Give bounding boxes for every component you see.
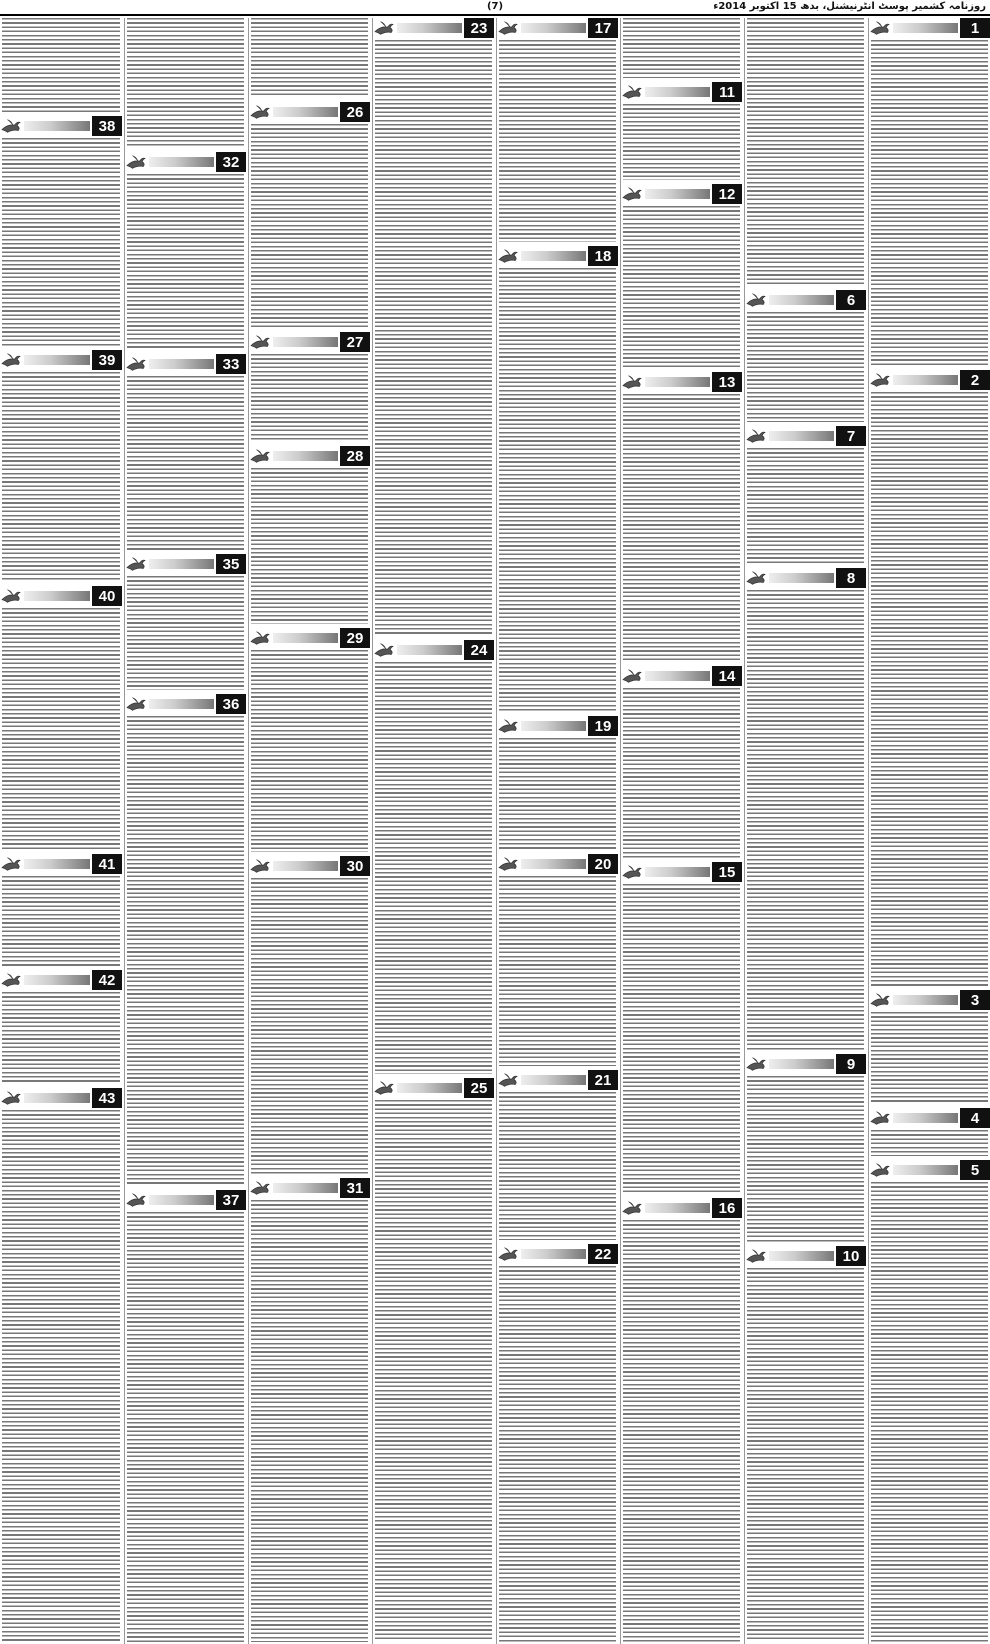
header-rule: [521, 721, 586, 731]
article-text: [747, 312, 864, 422]
article-number: 39: [92, 350, 122, 370]
dove-icon: [869, 990, 891, 1010]
article-16: [621, 1198, 742, 1644]
article-29: [249, 628, 370, 854]
article-text: [871, 1130, 988, 1156]
article-continued: [249, 18, 370, 100]
masthead: [0, 0, 990, 16]
article-42: [0, 970, 122, 1086]
article-header: [621, 184, 742, 204]
header-rule: [769, 295, 834, 305]
article-header: [869, 370, 990, 390]
article-header: [373, 18, 494, 38]
article-header: [497, 716, 618, 736]
article-text: [2, 1110, 120, 1642]
article-header: [125, 1190, 246, 1210]
article-text: [499, 738, 616, 850]
article-4: [869, 1108, 990, 1158]
article-number: 29: [340, 628, 370, 648]
article-number: 2: [960, 370, 990, 390]
article-22: [497, 1244, 618, 1644]
article-header: [621, 82, 742, 102]
header-rule: [149, 559, 214, 569]
article-number: 28: [340, 446, 370, 466]
article-number: 33: [216, 354, 246, 374]
article-number: 40: [92, 586, 122, 606]
article-header: [249, 1178, 370, 1198]
article-header: [869, 1160, 990, 1180]
article-31: [249, 1178, 370, 1644]
column-7: [124, 18, 246, 1644]
article-header: [497, 246, 618, 266]
article-number: 25: [464, 1078, 494, 1098]
article-header: [125, 554, 246, 574]
article-header: [745, 568, 866, 588]
dove-icon: [621, 82, 643, 102]
article-20: [497, 854, 618, 1068]
article-header: [125, 354, 246, 374]
article-continued: [125, 18, 246, 150]
article-text: [623, 394, 740, 662]
article-9: [745, 1054, 866, 1244]
article-14: [621, 666, 742, 860]
article-13: [621, 372, 742, 664]
article-text: [375, 662, 492, 1074]
article-19: [497, 716, 618, 852]
article-text: [375, 1100, 492, 1642]
article-text: [251, 354, 368, 442]
header-rule: [521, 23, 586, 33]
article-text: [623, 104, 740, 180]
article-24: [373, 640, 494, 1076]
header-rule: [24, 975, 90, 985]
column-8: [0, 18, 122, 1644]
article-text: [2, 18, 120, 112]
article-12: [621, 184, 742, 370]
header-rule: [521, 859, 586, 869]
article-number: 37: [216, 1190, 246, 1210]
dove-icon: [497, 1244, 519, 1264]
article-number: 5: [960, 1160, 990, 1180]
dove-icon: [249, 102, 271, 122]
article-40: [0, 586, 122, 852]
header-rule: [273, 107, 338, 117]
article-header: [249, 856, 370, 876]
article-number: 1: [960, 18, 990, 38]
column-4: [496, 18, 618, 1644]
article-header: [249, 102, 370, 122]
article-header: [0, 854, 122, 874]
article-header: [745, 290, 866, 310]
column-1: [868, 18, 990, 1644]
article-header: [497, 18, 618, 38]
header-rule: [397, 645, 462, 655]
dove-icon: [497, 716, 519, 736]
header-rule: [893, 375, 958, 385]
article-number: 18: [588, 246, 618, 266]
article-number: 32: [216, 152, 246, 172]
article-number: 30: [340, 856, 370, 876]
header-rule: [645, 867, 710, 877]
article-text: [871, 392, 988, 986]
header-rule: [645, 671, 710, 681]
article-continued: [0, 18, 122, 114]
article-number: 3: [960, 990, 990, 1010]
header-rule: [24, 859, 90, 869]
header-rule: [769, 431, 834, 441]
article-text: [2, 876, 120, 966]
header-rule: [24, 121, 90, 131]
article-28: [249, 446, 370, 626]
header-rule: [397, 23, 462, 33]
article-number: 22: [588, 1244, 618, 1264]
dove-icon: [0, 970, 22, 990]
article-7: [745, 426, 866, 566]
article-header: [869, 990, 990, 1010]
dove-icon: [621, 184, 643, 204]
article-number: 16: [712, 1198, 742, 1218]
header-rule: [521, 251, 586, 261]
header-rule: [893, 995, 958, 1005]
article-header: [249, 446, 370, 466]
article-number: 13: [712, 372, 742, 392]
article-text: [871, 40, 988, 366]
article-text: [127, 18, 244, 148]
header-rule: [893, 1165, 958, 1175]
article-text: [127, 174, 244, 350]
article-header: [0, 586, 122, 606]
dove-icon: [621, 666, 643, 686]
article-37: [125, 1190, 246, 1644]
article-number: 38: [92, 116, 122, 136]
article-23: [373, 18, 494, 638]
article-text: [2, 372, 120, 582]
article-text: [747, 448, 864, 564]
dove-icon: [125, 354, 147, 374]
article-number: 17: [588, 18, 618, 38]
article-number: 31: [340, 1178, 370, 1198]
dove-icon: [621, 862, 643, 882]
dove-icon: [249, 856, 271, 876]
article-header: [0, 350, 122, 370]
dove-icon: [497, 854, 519, 874]
article-2: [869, 370, 990, 988]
article-15: [621, 862, 742, 1196]
article-number: 12: [712, 184, 742, 204]
article-text: [127, 1212, 244, 1642]
dove-icon: [869, 18, 891, 38]
article-number: 15: [712, 862, 742, 882]
article-17: [497, 18, 618, 244]
article-number: 26: [340, 102, 370, 122]
article-text: [251, 1200, 368, 1642]
article-number: 19: [588, 716, 618, 736]
article-header: [0, 1088, 122, 1108]
dove-icon: [745, 426, 767, 446]
article-header: [497, 1244, 618, 1264]
article-text: [127, 716, 244, 1186]
article-text: [127, 576, 244, 690]
article-41: [0, 854, 122, 968]
dove-icon: [745, 568, 767, 588]
header-rule: [149, 359, 214, 369]
article-header: [621, 1198, 742, 1218]
article-number: 11: [712, 82, 742, 102]
article-38: [0, 116, 122, 348]
article-text: [747, 1268, 864, 1642]
article-text: [871, 1182, 988, 1642]
article-number: 4: [960, 1108, 990, 1128]
header-rule: [149, 699, 214, 709]
article-21: [497, 1070, 618, 1242]
dove-icon: [869, 1160, 891, 1180]
article-header: [249, 628, 370, 648]
article-text: [251, 878, 368, 1174]
article-header: [0, 116, 122, 136]
dove-icon: [249, 446, 271, 466]
header-rule: [273, 861, 338, 871]
column-6: [248, 18, 370, 1644]
article-text: [2, 138, 120, 346]
header-rule: [273, 451, 338, 461]
header-rule: [769, 573, 834, 583]
article-text: [623, 1220, 740, 1642]
article-text: [499, 40, 616, 242]
header-rule: [24, 355, 90, 365]
article-number: 10: [836, 1246, 866, 1266]
header-rule: [273, 1183, 338, 1193]
article-8: [745, 568, 866, 1052]
article-25: [373, 1078, 494, 1644]
article-text: [499, 1266, 616, 1642]
dove-icon: [0, 350, 22, 370]
article-number: 20: [588, 854, 618, 874]
news-columns: [0, 18, 990, 1644]
article-number: 36: [216, 694, 246, 714]
column-2: [744, 18, 866, 1644]
article-3: [869, 990, 990, 1106]
article-header: [249, 332, 370, 352]
header-rule: [149, 157, 214, 167]
dove-icon: [249, 1178, 271, 1198]
dove-icon: [0, 586, 22, 606]
article-header: [621, 372, 742, 392]
article-header: [745, 426, 866, 446]
newspaper-title: روزنامہ کشمیر پوسٹ انٹرنیشنل، بدھ 15 اکتوبر 2014ء: [713, 1, 986, 12]
dove-icon: [745, 290, 767, 310]
header-rule: [24, 1093, 90, 1103]
dove-icon: [373, 640, 395, 660]
article-26: [249, 102, 370, 330]
article-number: 8: [836, 568, 866, 588]
article-header: [373, 1078, 494, 1098]
article-text: [2, 992, 120, 1084]
article-header: [0, 970, 122, 990]
dove-icon: [373, 18, 395, 38]
dove-icon: [125, 554, 147, 574]
article-5: [869, 1160, 990, 1644]
article-30: [249, 856, 370, 1176]
dove-icon: [497, 246, 519, 266]
article-11: [621, 82, 742, 182]
article-number: 21: [588, 1070, 618, 1090]
article-text: [251, 18, 368, 98]
article-text: [747, 1076, 864, 1242]
article-number: 24: [464, 640, 494, 660]
header-rule: [24, 591, 90, 601]
header-rule: [769, 1251, 834, 1261]
dove-icon: [0, 1088, 22, 1108]
article-1: [869, 18, 990, 368]
article-33: [125, 354, 246, 552]
dove-icon: [745, 1246, 767, 1266]
article-header: [125, 694, 246, 714]
article-header: [869, 1108, 990, 1128]
article-number: 7: [836, 426, 866, 446]
article-header: [869, 18, 990, 38]
article-header: [373, 640, 494, 660]
dove-icon: [869, 370, 891, 390]
article-continued: [745, 18, 866, 288]
dove-icon: [0, 116, 22, 136]
header-rule: [769, 1059, 834, 1069]
article-text: [499, 1092, 616, 1240]
article-header: [125, 152, 246, 172]
article-number: 27: [340, 332, 370, 352]
dove-icon: [621, 1198, 643, 1218]
article-header: [621, 666, 742, 686]
article-text: [747, 590, 864, 1050]
header-rule: [521, 1249, 586, 1259]
column-3: [620, 18, 742, 1644]
article-39: [0, 350, 122, 584]
article-number: 41: [92, 854, 122, 874]
article-number: 43: [92, 1088, 122, 1108]
article-number: 6: [836, 290, 866, 310]
article-text: [375, 40, 492, 636]
dove-icon: [497, 1070, 519, 1090]
article-35: [125, 554, 246, 692]
header-rule: [149, 1195, 214, 1205]
header-rule: [397, 1083, 462, 1093]
header-rule: [645, 377, 710, 387]
header-rule: [893, 1113, 958, 1123]
article-text: [251, 468, 368, 624]
article-text: [2, 608, 120, 850]
dove-icon: [869, 1108, 891, 1128]
article-header: [745, 1054, 866, 1074]
dove-icon: [0, 854, 22, 874]
dove-icon: [125, 694, 147, 714]
dove-icon: [497, 18, 519, 38]
article-text: [127, 376, 244, 550]
dove-icon: [373, 1078, 395, 1098]
article-number: 35: [216, 554, 246, 574]
article-text: [623, 688, 740, 858]
article-36: [125, 694, 246, 1188]
article-text: [623, 206, 740, 368]
article-6: [745, 290, 866, 424]
article-32: [125, 152, 246, 352]
article-number: 9: [836, 1054, 866, 1074]
header-rule: [645, 1203, 710, 1213]
article-header: [497, 854, 618, 874]
page-number: (7): [486, 1, 504, 12]
article-text: [499, 876, 616, 1066]
dove-icon: [249, 628, 271, 648]
article-number: 23: [464, 18, 494, 38]
article-text: [623, 884, 740, 1194]
dove-icon: [125, 1190, 147, 1210]
header-rule: [273, 633, 338, 643]
article-text: [251, 650, 368, 852]
article-43: [0, 1088, 122, 1644]
header-rule: [893, 23, 958, 33]
article-text: [747, 18, 864, 286]
article-number: 42: [92, 970, 122, 990]
article-text: [499, 268, 616, 712]
article-header: [745, 1246, 866, 1266]
article-27: [249, 332, 370, 444]
article-text: [251, 124, 368, 328]
article-18: [497, 246, 618, 714]
header-rule: [645, 87, 710, 97]
article-continued: [621, 18, 742, 80]
header-rule: [645, 189, 710, 199]
header-rule: [273, 337, 338, 347]
article-header: [497, 1070, 618, 1090]
article-header: [621, 862, 742, 882]
column-5: [372, 18, 494, 1644]
dove-icon: [125, 152, 147, 172]
dove-icon: [621, 372, 643, 392]
dove-icon: [249, 332, 271, 352]
article-number: 14: [712, 666, 742, 686]
article-10: [745, 1246, 866, 1644]
article-text: [871, 1012, 988, 1104]
header-rule: [521, 1075, 586, 1085]
article-text: [623, 18, 740, 78]
dove-icon: [745, 1054, 767, 1074]
